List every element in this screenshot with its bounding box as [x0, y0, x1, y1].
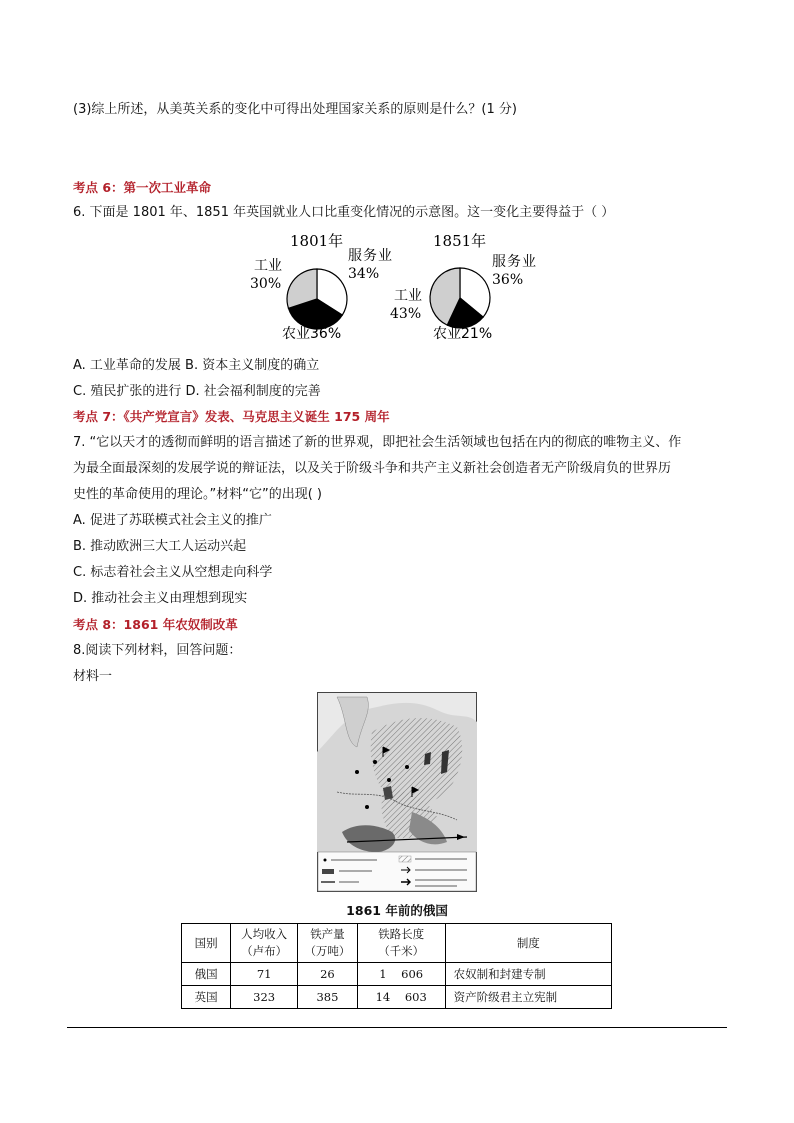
pie-1801-service-label: 服务业 [348, 248, 393, 264]
table-header-row [182, 924, 612, 963]
cell-railway: 14 603 [357, 986, 445, 1009]
cell-income: 323 [231, 986, 298, 1009]
header-iron-unit: （万吨） [304, 944, 351, 958]
pie-chart-1851 [430, 268, 490, 328]
map-caption: 1861 年前的俄国 [346, 903, 448, 918]
table-row [182, 963, 612, 986]
pie-1801-agri-label: 农业36% [282, 326, 342, 342]
header-income-label: 人均收入 [241, 927, 288, 941]
employment-pie-charts [240, 228, 560, 348]
cell-iron: 385 [298, 986, 358, 1009]
pie-1851-industry-label: 工业 [394, 288, 422, 304]
question-6-options-ab: A. 工业革命的发展 B. 资本主义制度的确立 [73, 358, 320, 373]
cell-system: 农奴制和封建专制 [445, 963, 611, 986]
pie-1851-industry-pct: 43% [390, 306, 422, 322]
question-7-line-1: 7. “它以天才的透彻而鲜明的语言描述了新的世界观，即把社会生活领域也包括在内的彻底的唯物主义、作 [73, 435, 682, 450]
header-railway [357, 924, 445, 963]
table-row [182, 986, 612, 1009]
pie-1801-industry-pct: 30% [250, 276, 282, 292]
pie-1851-year: 1851年 [433, 232, 487, 250]
header-income [231, 924, 298, 963]
footer-divider [67, 1027, 727, 1028]
cell-income: 71 [231, 963, 298, 986]
topic-8-heading: 考点 8：1861 年农奴制改革 [73, 617, 238, 632]
cell-system: 资产阶级君主立宪制 [445, 986, 611, 1009]
question-7-option-b: B. 推动欧洲三大工人运动兴起 [73, 539, 247, 554]
cell-iron: 26 [298, 963, 358, 986]
pie-chart-1801 [287, 269, 347, 329]
header-iron [298, 924, 358, 963]
material-1-label: 材料一 [73, 669, 113, 684]
header-railway-unit: （千米） [378, 944, 425, 958]
question-3-text: (3)综上所述，从美英关系的变化中可得出处理国家关系的原则是什么？(1 分) [73, 102, 517, 117]
question-6-options-cd: C. 殖民扩张的进行 D. 社会福利制度的完善 [73, 384, 321, 399]
header-railway-label: 铁路长度 [378, 927, 425, 941]
pie-1851-agri-label: 农业21% [433, 326, 493, 342]
topic-6-heading: 考点 6：第一次工业革命 [73, 180, 212, 195]
cell-railway: 1 606 [357, 963, 445, 986]
header-iron-label: 铁产量 [310, 927, 345, 941]
pie-1801-service-pct: 34% [348, 266, 380, 282]
cell-country: 俄国 [182, 963, 231, 986]
russia-map-image [317, 692, 477, 892]
pie-1851-service-pct: 36% [492, 272, 524, 288]
header-income-unit: （卢布） [241, 944, 288, 958]
question-7-option-c: C. 标志着社会主义从空想走向科学 [73, 565, 273, 580]
pie-1801-industry-label: 工业 [254, 258, 282, 274]
pie-1851-service-label: 服务业 [492, 254, 537, 270]
question-8-stem: 8.阅读下列材料，回答问题： [73, 643, 242, 658]
cell-country: 英国 [182, 986, 231, 1009]
question-7-option-d: D. 推动社会主义由理想到现实 [73, 591, 248, 606]
russia-britain-table [181, 923, 612, 1009]
header-system: 制度 [445, 924, 611, 963]
question-7-option-a: A. 促进了苏联模式社会主义的推广 [73, 513, 272, 528]
question-7-line-3: 史性的革命使用的理论。”材料“它”的出现( ) [73, 487, 322, 502]
topic-7-heading: 考点 7：《共产党宣言》发表、马克思主义诞生 175 周年 [73, 409, 390, 424]
question-6-stem: 6. 下面是 1801 年、1851 年英国就业人口比重变化情况的示意图。这一变化主要得益于（ ） [73, 205, 615, 220]
header-country: 国别 [182, 924, 231, 963]
pie-1801-year: 1801年 [290, 232, 344, 250]
question-7-line-2: 为最全面最深刻的发展学说的辩证法，以及关于阶级斗争和共产主义新社会创造者无产阶级肩负的世界历 [73, 461, 672, 476]
